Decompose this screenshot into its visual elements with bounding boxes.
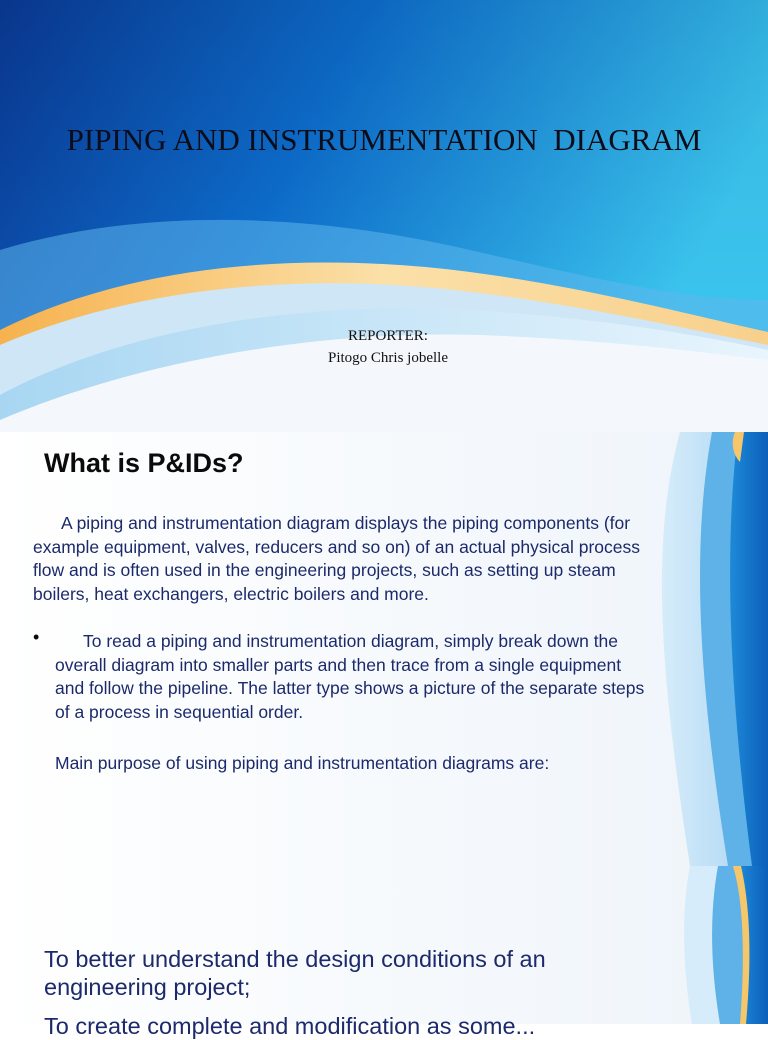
content-slide-what-is-pids (0, 432, 768, 866)
bullet-marker: • (33, 627, 40, 647)
reporter-block (288, 325, 488, 369)
content-slide-purposes (0, 866, 768, 1039)
purpose-intro-paragraph: Main purpose of using piping and instrumentation diagrams are: (55, 753, 550, 773)
presentation-title: PIPING AND INSTRUMENTATION DIAGRAM (66, 122, 702, 157)
reporter-label: REPORTER: (348, 328, 428, 344)
slide-heading: What is P&IDs? (44, 448, 244, 478)
purpose-item-1: To better understand the design conditions of an engineering project; (44, 946, 546, 1000)
reading-instructions-paragraph: To read a piping and instrumentation diagram, simply break down the overall diagram into smaller parts and then trace from a single equipment and follow the pipeline. The latter type shows a picture of the separate steps of a process in sequential order. (55, 631, 645, 722)
title-slide (0, 0, 768, 432)
purpose-item-2-partial: To create complete and modification as some... (44, 1013, 536, 1039)
definition-paragraph: A piping and instrumentation diagram displays the piping components (for example equipment, valves, reducers and so on) of an actual physical process flow and is often used in the engineering projects, such as setting up steam boilers, heat exchangers, electric boilers and more. (33, 513, 640, 604)
reporter-name: Pitogo Chris jobelle (328, 350, 448, 366)
